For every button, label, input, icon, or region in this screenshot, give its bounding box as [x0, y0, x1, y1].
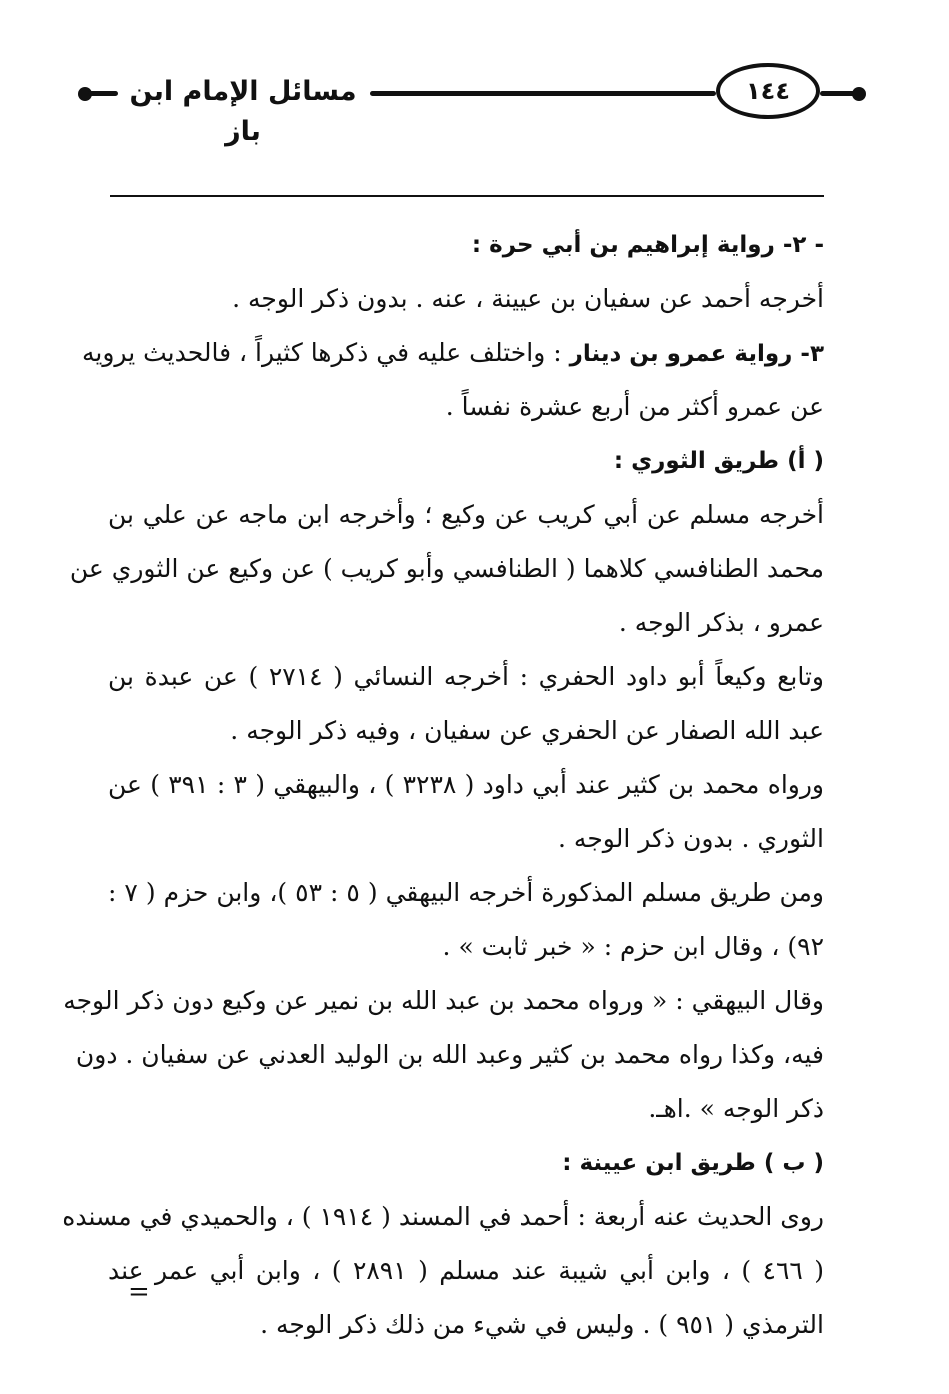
page-body: [62, 218, 825, 1352]
text-line: فيه، وكذا رواه محمد بن كثير وعبد الله بن الوليد العدني عن سفيان . دون: [75, 1040, 824, 1069]
text-line: محمد الطنافسي كلاهما ( الطنافسي وأبو كريب ) عن وكيع عن الثوري عن: [69, 554, 824, 583]
section-heading-2: - ٢- رواية إبراهيم بن أبي حرة :: [471, 232, 824, 258]
continuation-mark: =: [128, 1277, 150, 1307]
running-title: مسائل الإمام ابن باز: [118, 72, 368, 152]
text-line: أخرجه أحمد عن سفيان بن عيينة ، عنه . بدون ذكر الوجه .: [232, 284, 824, 313]
text-line: وتابع وكيعاً أبو داود الحفري : أخرجه النسائي ( ٢٧١٤ ) عن عبدة بن: [108, 662, 824, 691]
subheading-path-a: ( أ) طريق الثوري :: [613, 448, 824, 474]
text-line: أخرجه مسلم عن أبي كريب عن وكيع ؛ وأخرجه ابن ماجه عن علي بن: [108, 500, 824, 529]
text-line: ( ٤٦٦ ) ، وابن أبي شيبة عند مسلم ( ٢٨٩١ ) ، وابن أبي عمر عند: [108, 1256, 825, 1285]
page-number: ١٤٤: [716, 63, 820, 119]
section-heading-3: ٣- رواية عمرو بن دينار: [569, 341, 824, 367]
text-line: عمرو ، بذكر الوجه .: [618, 608, 824, 637]
text-line: وقال البيهقي : « ورواه محمد بن عبد الله بن نمير عن وكيع دون ذكر الوجه: [63, 986, 824, 1015]
subheading-path-b: ( ب ) طريق ابن عيينة :: [562, 1150, 824, 1176]
text-line: الترمذي ( ٩٥١ ) . وليس في شيء من ذلك ذكر الوجه .: [260, 1310, 824, 1339]
text-line: ومن طريق مسلم المذكورة أخرجه البيهقي ( ٥ : ٥٣ )، وابن حزم ( ٧ :: [108, 878, 824, 907]
page-header: [0, 0, 949, 150]
text-line: ورواه محمد بن كثير عند أبي داود ( ٣٢٣٨ ) ، والبيهقي ( ٣ : ٣٩١ ) عن: [108, 770, 824, 799]
text-line: ٩٢) ، وقال ابن حزم : « خبر ثابت » .: [442, 932, 824, 961]
text-line: الثوري . بدون ذكر الوجه .: [558, 824, 824, 853]
text-line: عبد الله الصفار عن الحفري عن سفيان ، وفيه ذكر الوجه .: [230, 716, 824, 745]
text-line: ذكر الوجه » .اهـ.: [648, 1094, 824, 1123]
section-heading-3-line: [81, 326, 824, 380]
header-left-rule: [88, 91, 118, 96]
header-right-dot: [852, 87, 866, 101]
text-span: : واختلف عليه في ذكرها كثيراً ، فالحديث يرويه: [81, 338, 562, 367]
text-line: عن عمرو أكثر من أربع عشرة نفساً .: [445, 392, 824, 421]
header-separator: [110, 195, 824, 197]
header-middle-rule: [370, 91, 716, 96]
text-line: روى الحديث عنه أربعة : أحمد في المسند ( ١٩١٤ ) ، والحميدي في مسنده: [62, 1202, 824, 1231]
